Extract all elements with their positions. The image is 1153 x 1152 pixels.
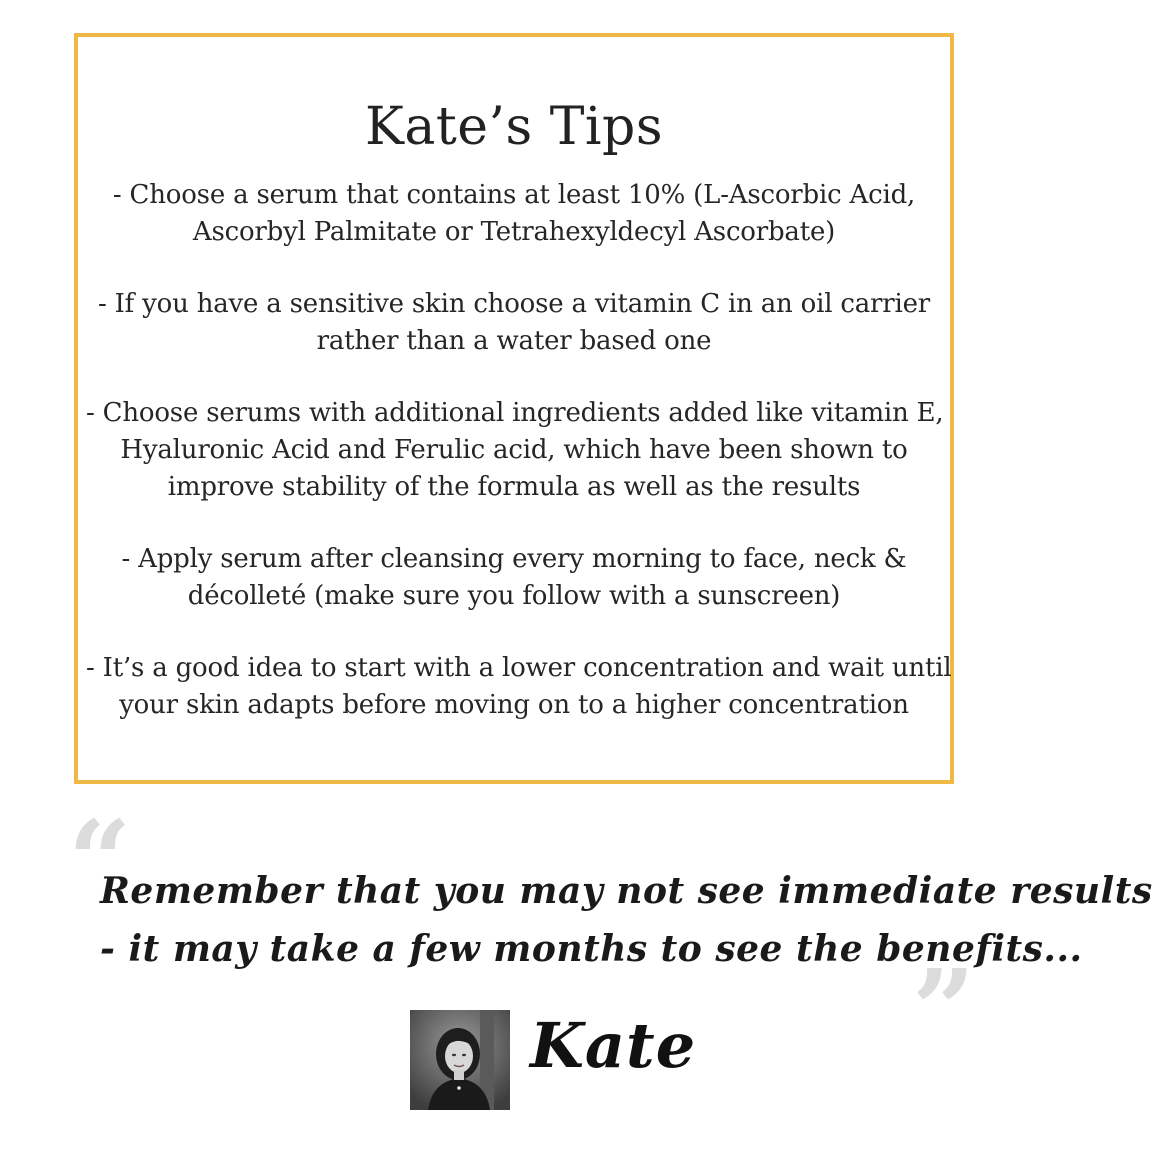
- tip-line: rather than a water based one: [316, 326, 712, 356]
- tip-line: - Choose a serum that contains at least 10% (L-Ascorbic Acid,: [112, 180, 916, 210]
- tip-line: your skin adapts before moving on to a higher concentration: [119, 690, 909, 720]
- tip-line: - It’s a good idea to start with a lower concentration and wait until: [86, 653, 952, 683]
- tip-item: [78, 650, 950, 724]
- avatar: [410, 1010, 510, 1110]
- quote-text: [100, 862, 1153, 978]
- quote-line: - it may take a few months to see the benefits...: [100, 928, 1083, 970]
- tip-item: [78, 395, 950, 506]
- tip-line: décolleté (make sure you follow with a sunscreen): [187, 581, 841, 611]
- close-quote-icon: ”: [912, 945, 976, 1074]
- quote-line: Remember that you may not see immediate results: [100, 870, 1153, 912]
- open-quote-icon: “: [68, 796, 132, 925]
- tip-line: - If you have a sensitive skin choose a vitamin C in an oil carrier: [97, 289, 931, 319]
- tip-item: [78, 286, 950, 360]
- tips-title: Kate’s Tips: [364, 97, 664, 157]
- tips-list: [78, 177, 950, 759]
- tip-line: - Apply serum after cleansing every morning to face, neck &: [121, 544, 907, 574]
- portrait-photo-icon: [410, 1010, 510, 1110]
- tip-line: improve stability of the formula as well as the results: [167, 472, 861, 502]
- tip-item: [78, 541, 950, 615]
- tip-line: Hyaluronic Acid and Ferulic acid, which have been shown to: [120, 435, 908, 465]
- tips-box: [74, 33, 954, 784]
- tip-item: [78, 177, 950, 251]
- tip-line: Ascorbyl Palmitate or Tetrahexyldecyl Ascorbate): [192, 217, 836, 247]
- tip-line: - Choose serums with additional ingredients added like vitamin E,: [86, 398, 944, 428]
- signature: Kate: [530, 1009, 697, 1082]
